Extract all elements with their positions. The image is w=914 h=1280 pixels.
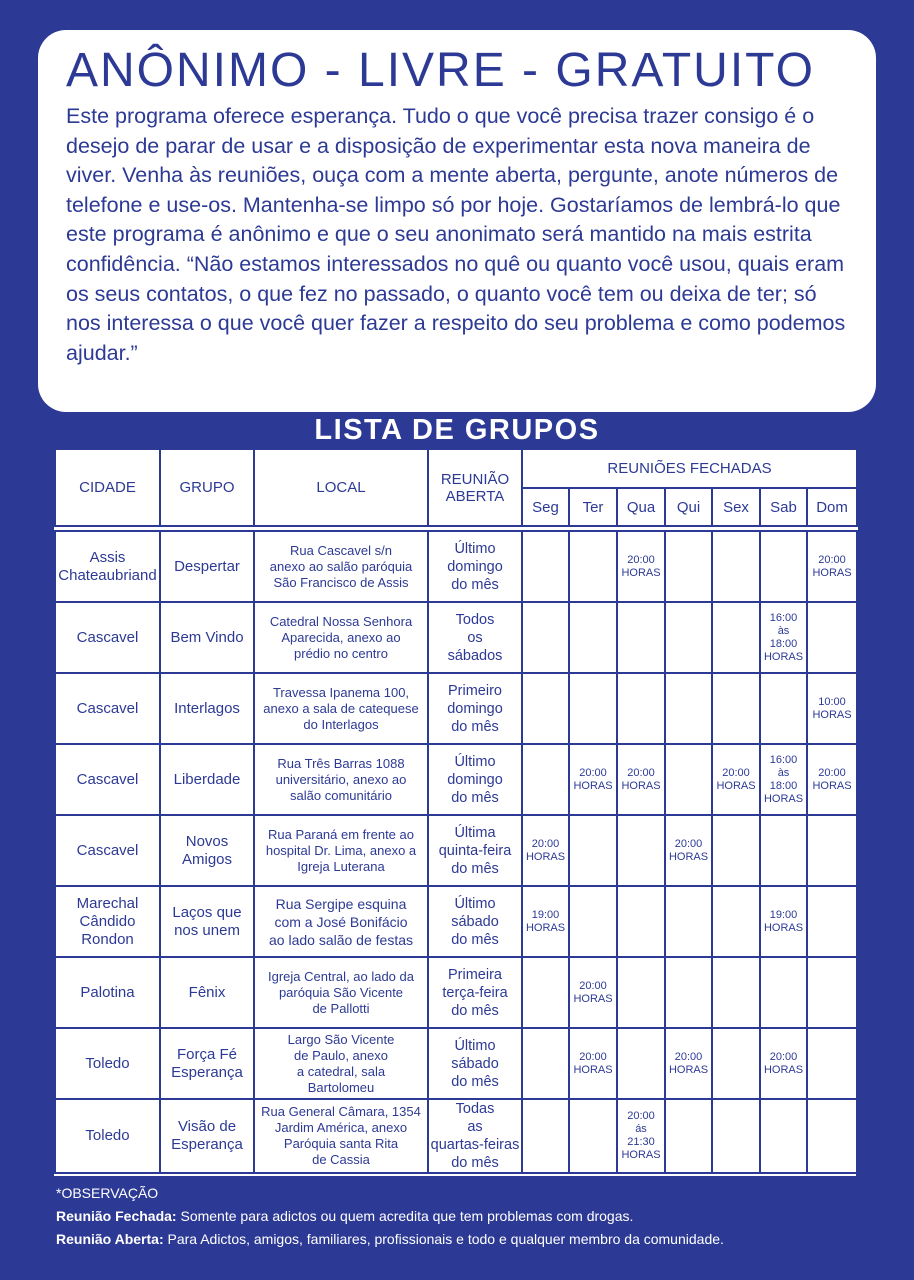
schedule-cell	[807, 1099, 857, 1173]
group-cell: Interlagos	[160, 673, 254, 744]
schedule-cell: 20:00 HORAS	[665, 815, 712, 886]
intro-text: Este programa oferece esperança. Tudo o que você precisa trazer consigo é o desejo de parar de usar e a disposição de experimentar esta nova maneira de viver. Venha às reuniões, ouça com a mente aberta, pergunte, anote números de telefone e use-os. Mantenha-se limpo só por hoje. Gostaríamos de lembrá-lo que este programa é anônimo e que o seu anonimato será mantido na mais estrita confidência. “Não estamos interessados no quê ou quanto você usou, quais eram os seus contatos, o que fez no passado, o quanto você tem ou deixa de ter; só nos interessa o que você quer fazer a respeito do seu problema e como podemos ajudar.”	[66, 104, 846, 365]
notes-heading: *OBSERVAÇÃO	[56, 1185, 159, 1201]
schedule-cell	[665, 744, 712, 815]
open-meeting-cell: Todos os sábados	[428, 602, 522, 673]
city-cell: Cascavel	[55, 744, 160, 815]
header-day: Seg	[522, 488, 569, 526]
schedule-cell: 20:00 HORAS	[807, 531, 857, 602]
note-open-label: Reunião Aberta:	[56, 1231, 164, 1247]
schedule-cell: 16:00 às 18:00 HORAS	[760, 744, 807, 815]
schedule-cell	[665, 957, 712, 1028]
list-title: LISTA DE GRUPOS	[314, 414, 600, 446]
schedule-cell	[807, 886, 857, 957]
schedule-cell	[665, 886, 712, 957]
note-closed-label: Reunião Fechada:	[56, 1208, 177, 1224]
open-meeting-cell: Primeira terça-feira do mês	[428, 957, 522, 1028]
schedule-cell	[760, 531, 807, 602]
group-cell: Novos Amigos	[160, 815, 254, 886]
schedule-cell	[665, 602, 712, 673]
open-meeting-cell: Primeiro domingo do mês	[428, 673, 522, 744]
group-cell: Força Fé Esperança	[160, 1028, 254, 1099]
local-cell: Largo São Vicente de Paulo, anexo a catedral, sala Bartolomeu	[254, 1028, 428, 1099]
schedule-cell	[522, 957, 569, 1028]
open-meeting-cell: Último domingo do mês	[428, 531, 522, 602]
group-cell: Laços que nos unem	[160, 886, 254, 957]
schedule-cell	[760, 957, 807, 1028]
schedule-cell	[522, 602, 569, 673]
schedule-cell	[617, 673, 665, 744]
group-cell: Despertar	[160, 531, 254, 602]
schedule-cell	[617, 886, 665, 957]
local-cell: Rua Paraná em frente ao hospital Dr. Lima, anexo a Igreja Luterana	[254, 815, 428, 886]
city-cell: Cascavel	[55, 602, 160, 673]
schedule-cell	[807, 815, 857, 886]
table-row	[55, 744, 857, 815]
schedule-cell: 20:00 HORAS	[569, 957, 617, 1028]
schedule-cell	[665, 673, 712, 744]
schedule-cell	[569, 602, 617, 673]
open-meeting-cell: Último sábado do mês	[428, 1028, 522, 1099]
city-cell: Toledo	[55, 1099, 160, 1173]
schedule-cell	[617, 957, 665, 1028]
note-closed-text: Somente para adictos ou quem acredita que tem problemas com drogas.	[176, 1208, 634, 1224]
table-row	[55, 1099, 857, 1173]
intro-card	[38, 30, 876, 412]
local-cell: Travessa Ipanema 100, anexo a sala de catequese do Interlagos	[254, 673, 428, 744]
schedule-cell	[617, 1028, 665, 1099]
schedule-cell	[665, 531, 712, 602]
schedule-cell: 20:00 HORAS	[807, 744, 857, 815]
table-row	[55, 1028, 857, 1099]
city-cell: Assis Chateaubriand	[55, 531, 160, 602]
schedule-cell: 16:00 às 18:00 HORAS	[760, 602, 807, 673]
schedule-cell	[712, 602, 760, 673]
schedule-cell: 20:00 HORAS	[569, 1028, 617, 1099]
schedule-cell	[522, 1099, 569, 1173]
schedule-cell	[807, 957, 857, 1028]
schedule-cell	[522, 673, 569, 744]
open-meeting-cell: Última quinta-feira do mês	[428, 815, 522, 886]
schedule-cell: 20:00 HORAS	[522, 815, 569, 886]
schedule-cell	[522, 1028, 569, 1099]
local-cell: Rua Sergipe esquina com a José Bonifácio ao lado salão de festas	[254, 886, 428, 957]
local-cell: Rua Três Barras 1088 universitário, anexo ao salão comunitário	[254, 744, 428, 815]
schedule-cell	[712, 886, 760, 957]
schedule-cell	[712, 673, 760, 744]
schedule-cell: 20:00 HORAS	[665, 1028, 712, 1099]
city-cell: Palotina	[55, 957, 160, 1028]
schedule-cell: 19:00 HORAS	[760, 886, 807, 957]
schedule-cell: 20:00 ás 21:30 HORAS	[617, 1099, 665, 1173]
schedule-cell	[760, 815, 807, 886]
schedule-cell	[569, 886, 617, 957]
schedule-cell	[522, 744, 569, 815]
intro-title: ANÔNIMO - LIVRE - GRATUITO	[66, 44, 815, 97]
header-city: CIDADE	[55, 449, 160, 526]
local-cell: Igreja Central, ao lado da paróquia São Vicente de Pallotti	[254, 957, 428, 1028]
table-row	[55, 602, 857, 673]
header-group: GRUPO	[160, 449, 254, 526]
schedule-cell	[712, 1028, 760, 1099]
note-open	[56, 1228, 896, 1251]
schedule-cell: 20:00 HORAS	[617, 744, 665, 815]
local-cell: Rua General Câmara, 1354 Jardim América, anexo Paróquia santa Rita de Cassia	[254, 1099, 428, 1173]
schedule-cell	[617, 602, 665, 673]
table-row	[55, 531, 857, 602]
table-row	[55, 673, 857, 744]
schedule-cell	[569, 531, 617, 602]
header-day: Sab	[760, 488, 807, 526]
schedule-cell: 20:00 HORAS	[617, 531, 665, 602]
schedule-cell: 10:00 HORAS	[807, 673, 857, 744]
schedule-cell	[760, 673, 807, 744]
table-row	[55, 957, 857, 1028]
schedule-cell	[569, 673, 617, 744]
schedule-cell	[760, 1099, 807, 1173]
header-open-meeting: REUNIÃO ABERTA	[428, 449, 522, 526]
group-cell: Liberdade	[160, 744, 254, 815]
schedule-cell	[712, 1099, 760, 1173]
schedule-cell: 19:00 HORAS	[522, 886, 569, 957]
header-day: Qua	[617, 488, 665, 526]
open-meeting-cell: Todas as quartas-feiras do mês	[428, 1099, 522, 1173]
schedule-cell	[807, 1028, 857, 1099]
groups-table	[54, 448, 858, 1174]
open-meeting-cell: Último sábado do mês	[428, 886, 522, 957]
header-closed-meetings: REUNIÕES FECHADAS	[522, 449, 857, 488]
open-meeting-cell: Último domingo do mês	[428, 744, 522, 815]
city-cell: Toledo	[55, 1028, 160, 1099]
group-cell: Fênix	[160, 957, 254, 1028]
note-closed	[56, 1205, 896, 1228]
group-cell: Visão de Esperança	[160, 1099, 254, 1173]
group-cell: Bem Vindo	[160, 602, 254, 673]
header-day: Dom	[807, 488, 857, 526]
city-cell: Marechal Cândido Rondon	[55, 886, 160, 957]
schedule-cell	[712, 957, 760, 1028]
schedule-cell	[712, 815, 760, 886]
schedule-cell	[617, 815, 665, 886]
note-open-text: Para Adictos, amigos, familiares, profissionais e todo e qualquer membro da comunidade.	[163, 1231, 724, 1247]
header-local: LOCAL	[254, 449, 428, 526]
notes	[56, 1182, 896, 1251]
schedule-cell	[712, 531, 760, 602]
groups-table-container	[54, 448, 856, 1176]
table-row	[55, 815, 857, 886]
header-day: Qui	[665, 488, 712, 526]
header-day: Sex	[712, 488, 760, 526]
schedule-cell	[569, 1099, 617, 1173]
city-cell: Cascavel	[55, 815, 160, 886]
local-cell: Rua Cascavel s/n anexo ao salão paróquia São Francisco de Assis	[254, 531, 428, 602]
schedule-cell: 20:00 HORAS	[569, 744, 617, 815]
city-cell: Cascavel	[55, 673, 160, 744]
table-row	[55, 886, 857, 957]
schedule-cell	[522, 531, 569, 602]
schedule-cell	[665, 1099, 712, 1173]
schedule-cell	[569, 815, 617, 886]
header-day: Ter	[569, 488, 617, 526]
schedule-cell	[807, 602, 857, 673]
schedule-cell: 20:00 HORAS	[760, 1028, 807, 1099]
groups-table-body	[55, 531, 857, 1173]
local-cell: Catedral Nossa Senhora Aparecida, anexo ao prédio no centro	[254, 602, 428, 673]
schedule-cell: 20:00 HORAS	[712, 744, 760, 815]
